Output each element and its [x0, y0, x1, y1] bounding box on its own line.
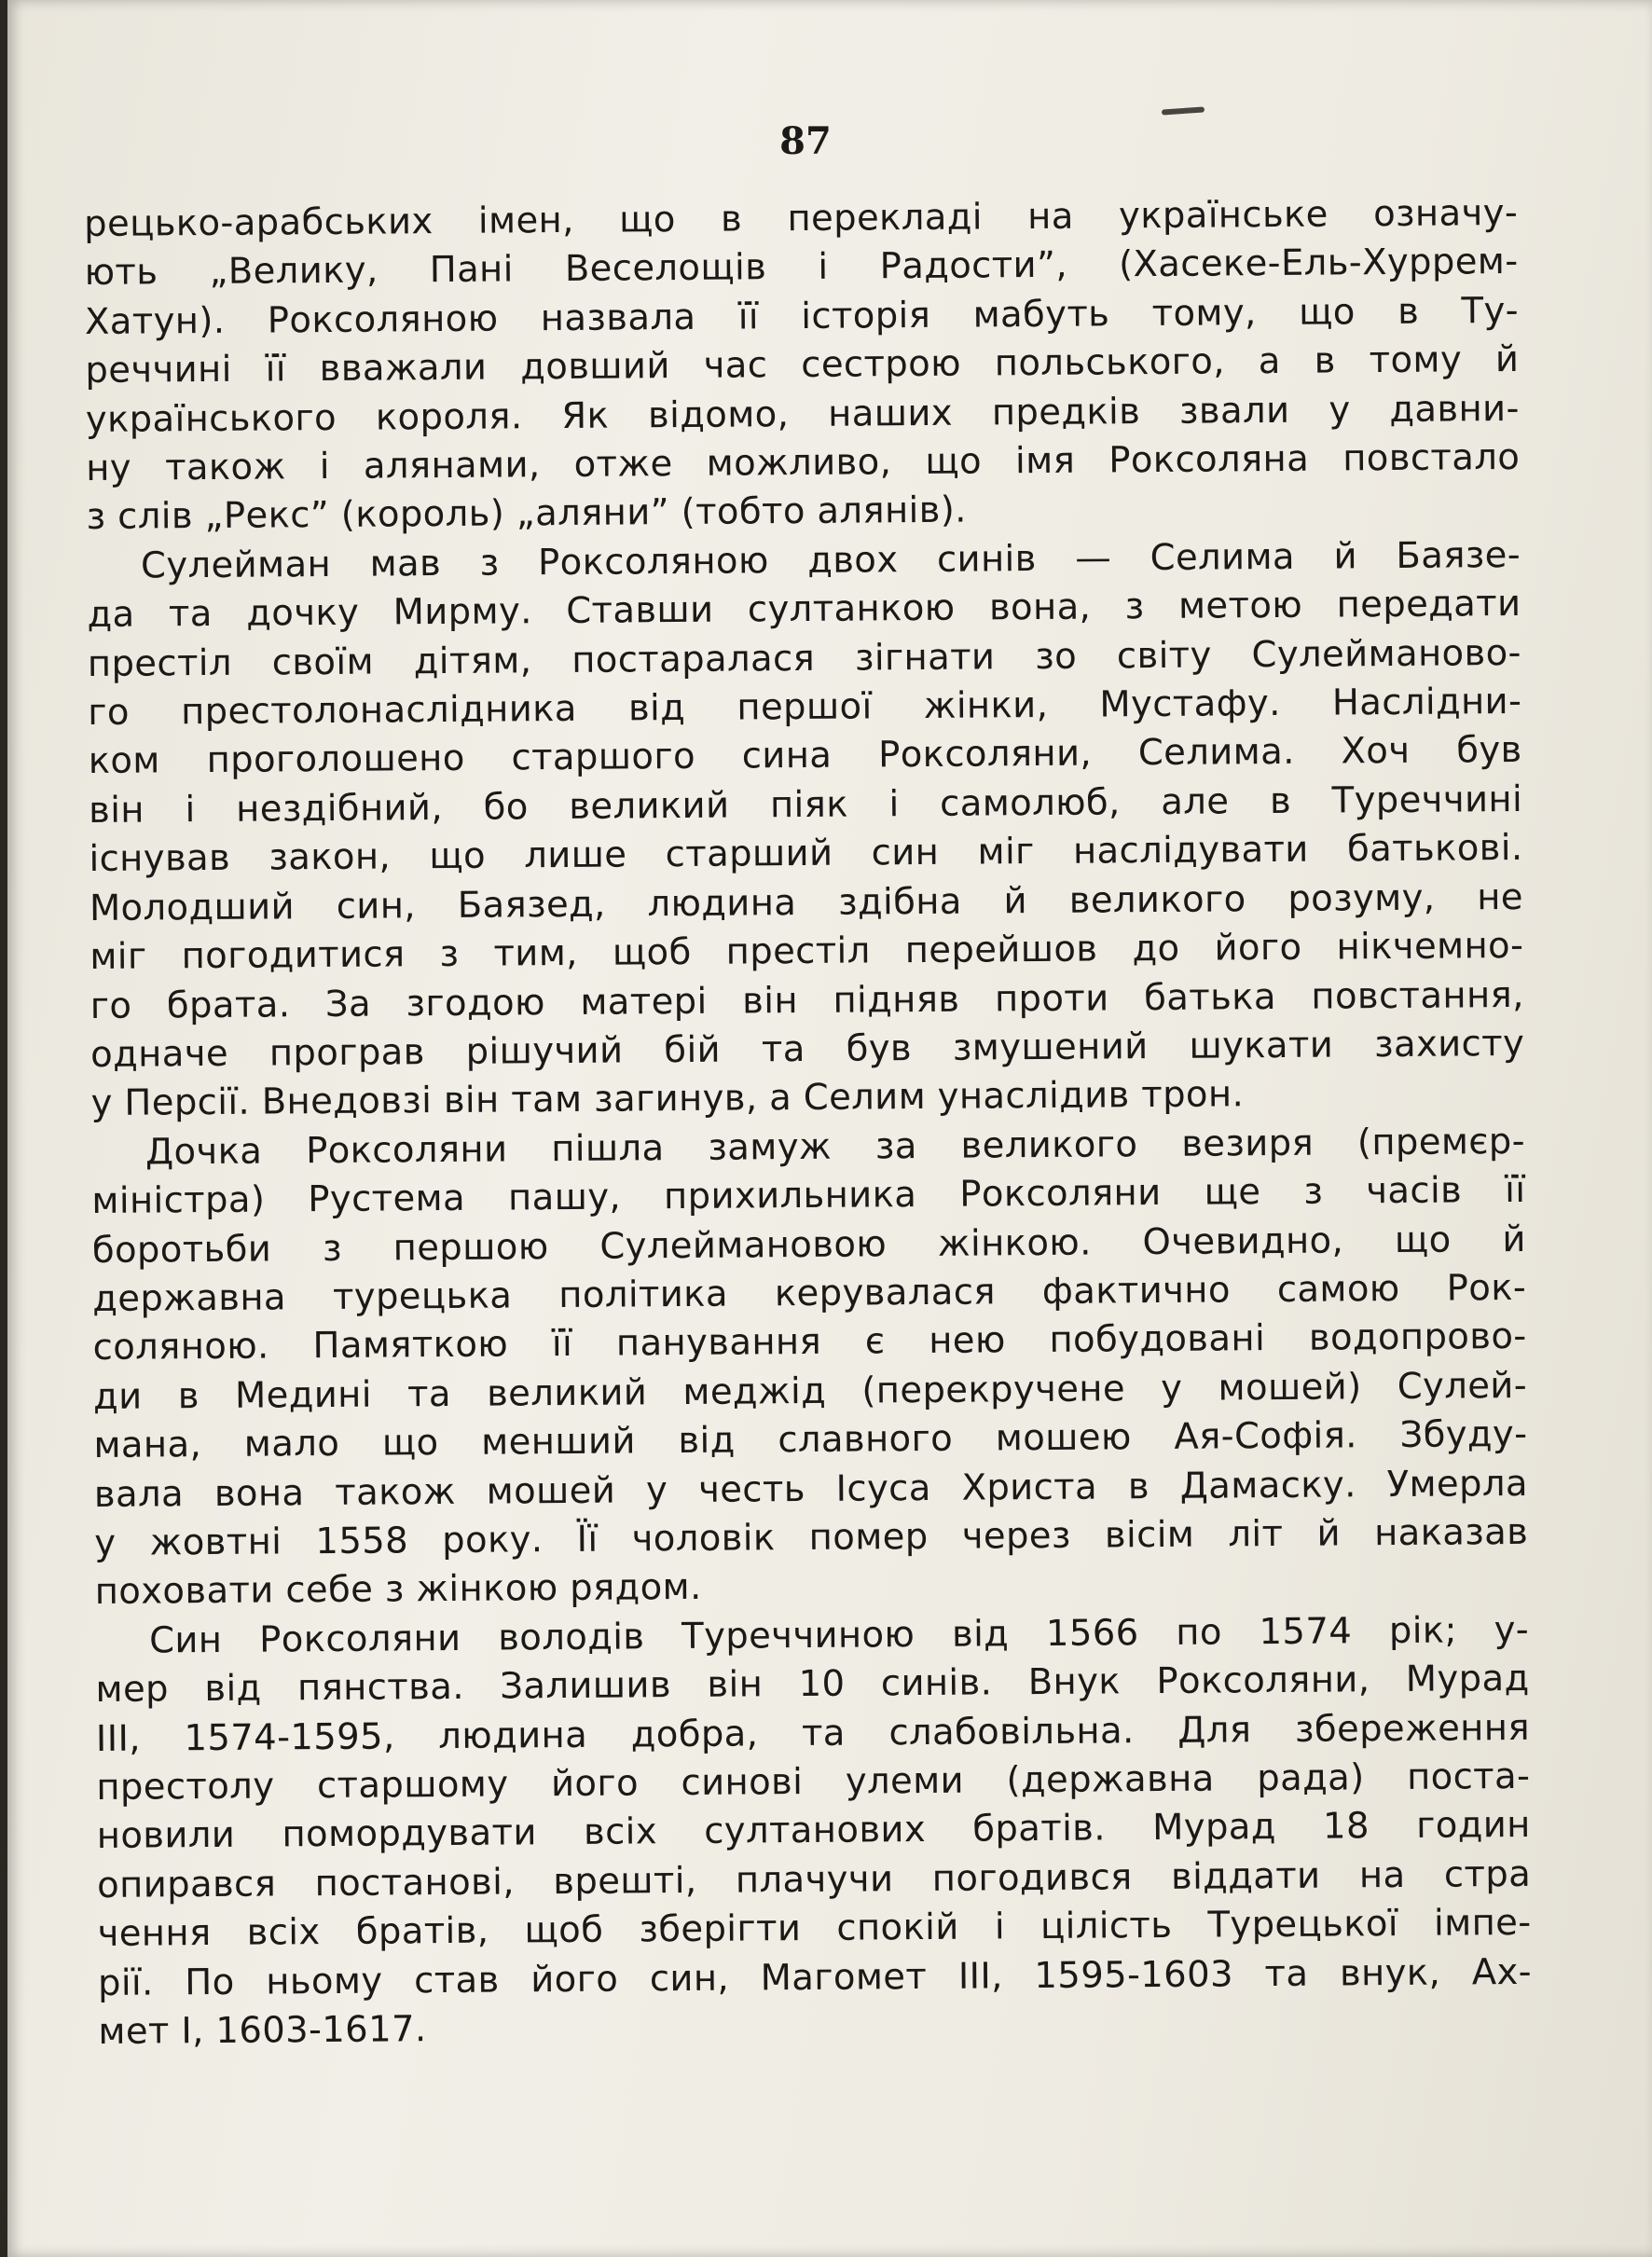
text-line: у Персії. Внедовзі він там загинув, а Селим унаслідив трон.	[90, 1073, 1245, 1125]
text-line: з слів „Рекс” (король) „аляни” (тобто алянів).	[86, 489, 967, 539]
text-line: поховати себе з жінкою рядом.	[94, 1566, 702, 1614]
text-line: рії. По ньому став його син, Магомет III, 1595-1603 та внук, Ах-	[97, 1950, 1533, 2004]
ink-smudge	[1162, 106, 1205, 115]
text-line: соляною. Памяткою її панування є нею побудовані водопрово-	[92, 1315, 1527, 1369]
text-line: у жовтні 1558 року. Її чоловік помер через вісім літ й наказав	[94, 1510, 1529, 1564]
paragraph	[84, 189, 1521, 543]
text-line: ди в Медині та великий меджід (перекручене у мошей) Сулей-	[92, 1364, 1528, 1418]
text-line: існував закон, що лише старший син міг наслідувати батькові.	[89, 827, 1523, 881]
text-line: го брата. За згодою матері він підняв проти батька повстання,	[89, 973, 1524, 1027]
text-line: ком проголошено старшого сина Роксоляни, Селима. Хоч був	[88, 729, 1522, 783]
text-line: мер від пянства. Залишив він 10 синів. Внук Роксоляни, Мурад	[95, 1658, 1530, 1712]
text-line: опирався постанові, врешті, плачучи погодився віддати на стра	[97, 1852, 1532, 1906]
text-line: одначе програв рішучий бій та був змушений шукати захисту	[90, 1022, 1525, 1076]
text-line: престіл своїм дітям, постаралася зігнати зо світу Сулейманово-	[87, 631, 1522, 685]
text-line: державна турецька політика керувалася фактично самою Рок-	[92, 1266, 1527, 1320]
text-line: він і нездібний, бо великий піяк і самолюб, але в Туреччині	[88, 778, 1523, 832]
paragraph	[87, 531, 1525, 1129]
text-line: III, 1574-1595, людина добра, та слабовільна. Для збереження	[95, 1706, 1531, 1760]
text-line: чення всіх братів, щоб зберігти спокій і цілість Турецької імпе-	[97, 1902, 1532, 1956]
text-line: Син Роксоляни володів Туреччиною від 1566 по 1574 рік; у-	[148, 1608, 1530, 1662]
text-line: мана, мало що менший від славного мошею Ая-Софія. Збуду-	[93, 1413, 1528, 1467]
book-page	[7, 0, 1652, 2257]
text-line: престолу старшому його синові улеми (державна рада) поста-	[96, 1755, 1531, 1809]
page-number: 87	[779, 119, 832, 163]
paragraph	[91, 1118, 1529, 1617]
text-line: рецько-арабських імен, що в перекладі на українське означу-	[84, 191, 1519, 245]
text-line: ють „Велику, Пані Веселощів і Радости”, (Хасеке-Ель-Хуррем-	[84, 241, 1519, 295]
text-line: реччині її вважали довший час сестрою польського, а в тому й	[85, 338, 1520, 392]
text-line: да та дочку Мирму. Ставши султанкою вона, з метою передати	[87, 583, 1521, 637]
text-line: Сулейман мав з Роксоляною двох синів — Селима й Баязе-	[140, 533, 1521, 587]
text-line: мет I, 1603-1617.	[98, 2008, 427, 2053]
paragraph	[95, 1606, 1533, 2057]
text-line: боротьби з першою Сулеймановою жінкою. Очевидно, що й	[91, 1218, 1526, 1272]
text-line: міністра) Рустема пашу, прихильника Роксоляни ще з часів її	[91, 1169, 1526, 1223]
text-line: ну також і алянами, отже можливо, що імя Роксоляна повстало	[86, 435, 1521, 490]
text-line: Дочка Роксоляни пішла замуж за великого везиря (премєр-	[145, 1120, 1526, 1174]
text-line: Молодший син, Баязед, людина здібна й великого розуму, не	[89, 875, 1524, 929]
text-line: го престолонаслідника від першої жінки, Мустафу. Наслідни-	[88, 680, 1522, 735]
text-line: українського короля. Як відомо, наших предків звали у давни-	[85, 387, 1520, 441]
text-line: міг погодитися з тим, щоб престіл перейшов до його нікчемно-	[89, 924, 1524, 979]
body-text	[84, 189, 1533, 2057]
text-line: Хатун). Роксоляною назвала її історія мабуть тому, що в Ту-	[84, 289, 1520, 343]
text-line: вала вона також мошей у честь Ісуса Христа в Дамаску. Умерла	[93, 1462, 1529, 1516]
text-line: новили помордувати всіх султанових братів. Мурад 18 годин	[96, 1804, 1531, 1858]
